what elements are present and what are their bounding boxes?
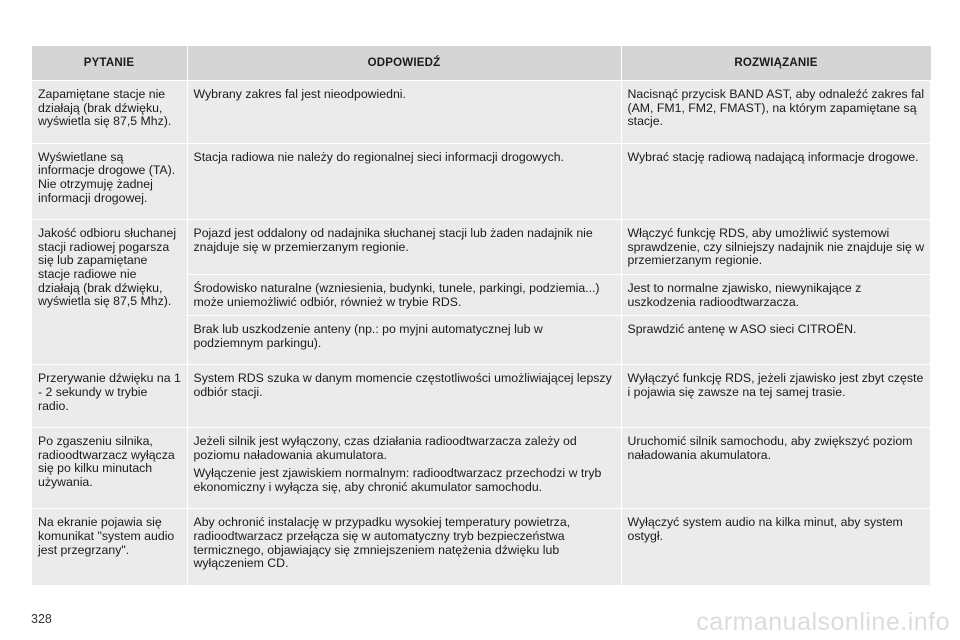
answer-cell: Pojazd jest oddalony od nadajnika słuchanej stacji lub żaden nadajnik nie znajduje się w przemierzanym regionie. — [187, 220, 621, 275]
watermark-text: carmanualsonline.info — [696, 608, 950, 636]
solution-cell: Nacisnąć przycisk BAND AST, aby odnaleźć zakres fal (AM, FM1, FM2, FMAST), na którym zapamiętane są stacje. — [621, 81, 931, 144]
answer-cell: Brak lub uszkodzenie anteny (np.: po myjni automatycznej lub w podziemnym parkingu). — [187, 316, 621, 365]
table-row — [32, 81, 931, 144]
solution-cell: Sprawdzić antenę w ASO sieci CITROËN. — [621, 316, 931, 365]
question-cell: Przerywanie dźwięku na 1 - 2 sekundy w trybie radio. — [32, 365, 188, 428]
question-cell: Po zgaszeniu silnika, radioodtwarzacz wyłącza się po kilku minutach używania. — [32, 428, 188, 509]
solution-cell: Jest to normalne zjawisko, niewynikające z uszkodzenia radioodtwarzacza. — [621, 274, 931, 315]
solution-cell: Wybrać stację radiową nadającą informacje drogowe. — [621, 143, 931, 219]
question-cell: Jakość odbioru słuchanej stacji radiowej pogarsza się lub zapamiętane stacje radiowe nie działają (brak dźwięku, wyświetla się 87,5 Mhz). — [32, 220, 188, 365]
table-row — [32, 143, 931, 219]
answer-cell: Środowisko naturalne (wzniesienia, budynki, tunele, parkingi, podziemia...) może uniemożliwić odbiór, również w trybie RDS. — [187, 274, 621, 315]
header-question: PYTANIE — [32, 46, 188, 81]
table-header-row — [32, 46, 931, 81]
troubleshooting-table — [31, 46, 931, 586]
answer-cell: Aby ochronić instalację w przypadku wysokiej temperatury powietrza, radioodtwarzacz przełącza się w automatyczny tryb bezpieczeństwa termicznego, objawiający się zmniejszeniem natężenia dźwięku lub wyłączeniem CD. — [187, 509, 621, 585]
table-row — [32, 220, 931, 275]
table-row — [32, 509, 931, 585]
answer-paragraph: Wyłączenie jest zjawiskiem normalnym: radioodtwarzacz przechodzi w tryb ekonomiczny i wyłącza się, aby chronić akumulator samochodu. — [193, 466, 602, 494]
solution-cell: Włączyć funkcję RDS, aby umożliwić systemowi sprawdzenie, czy silniejszy nadajnik nie znajduje się w przemierzanym regionie. — [621, 220, 931, 275]
table-row — [32, 365, 931, 428]
header-answer: ODPOWIEDŹ — [187, 46, 621, 81]
answer-cell: System RDS szuka w danym momencie częstotliwości umożliwiającej lepszy odbiór stacji. — [187, 365, 621, 428]
answer-paragraph: Jeżeli silnik jest wyłączony, czas działania radioodtwarzacza zależy od poziomu naładowania akumulatora. — [193, 434, 577, 462]
page-number: 328 — [31, 612, 52, 626]
header-solution: ROZWIĄZANIE — [621, 46, 931, 81]
table-row — [32, 428, 931, 509]
solution-cell: Wyłączyć system audio na kilka minut, aby system ostygł. — [621, 509, 931, 585]
answer-cell: Wybrany zakres fal jest nieodpowiedni. — [187, 81, 621, 144]
solution-cell: Uruchomić silnik samochodu, aby zwiększyć poziom naładowania akumulatora. — [621, 428, 931, 509]
question-cell: Zapamiętane stacje nie działają (brak dźwięku, wyświetla się 87,5 Mhz). — [32, 81, 188, 144]
question-cell: Wyświetlane są informacje drogowe (TA). Nie otrzymuję żadnej informacji drogowej. — [32, 143, 188, 219]
answer-cell — [187, 428, 621, 509]
answer-cell: Stacja radiowa nie należy do regionalnej sieci informacji drogowych. — [187, 143, 621, 219]
troubleshooting-table-container — [31, 46, 928, 586]
solution-cell: Wyłączyć funkcję RDS, jeżeli zjawisko jest zbyt częste i pojawia się zawsze na tej samej trasie. — [621, 365, 931, 428]
question-cell: Na ekranie pojawia się komunikat "system audio jest przegrzany". — [32, 509, 188, 585]
